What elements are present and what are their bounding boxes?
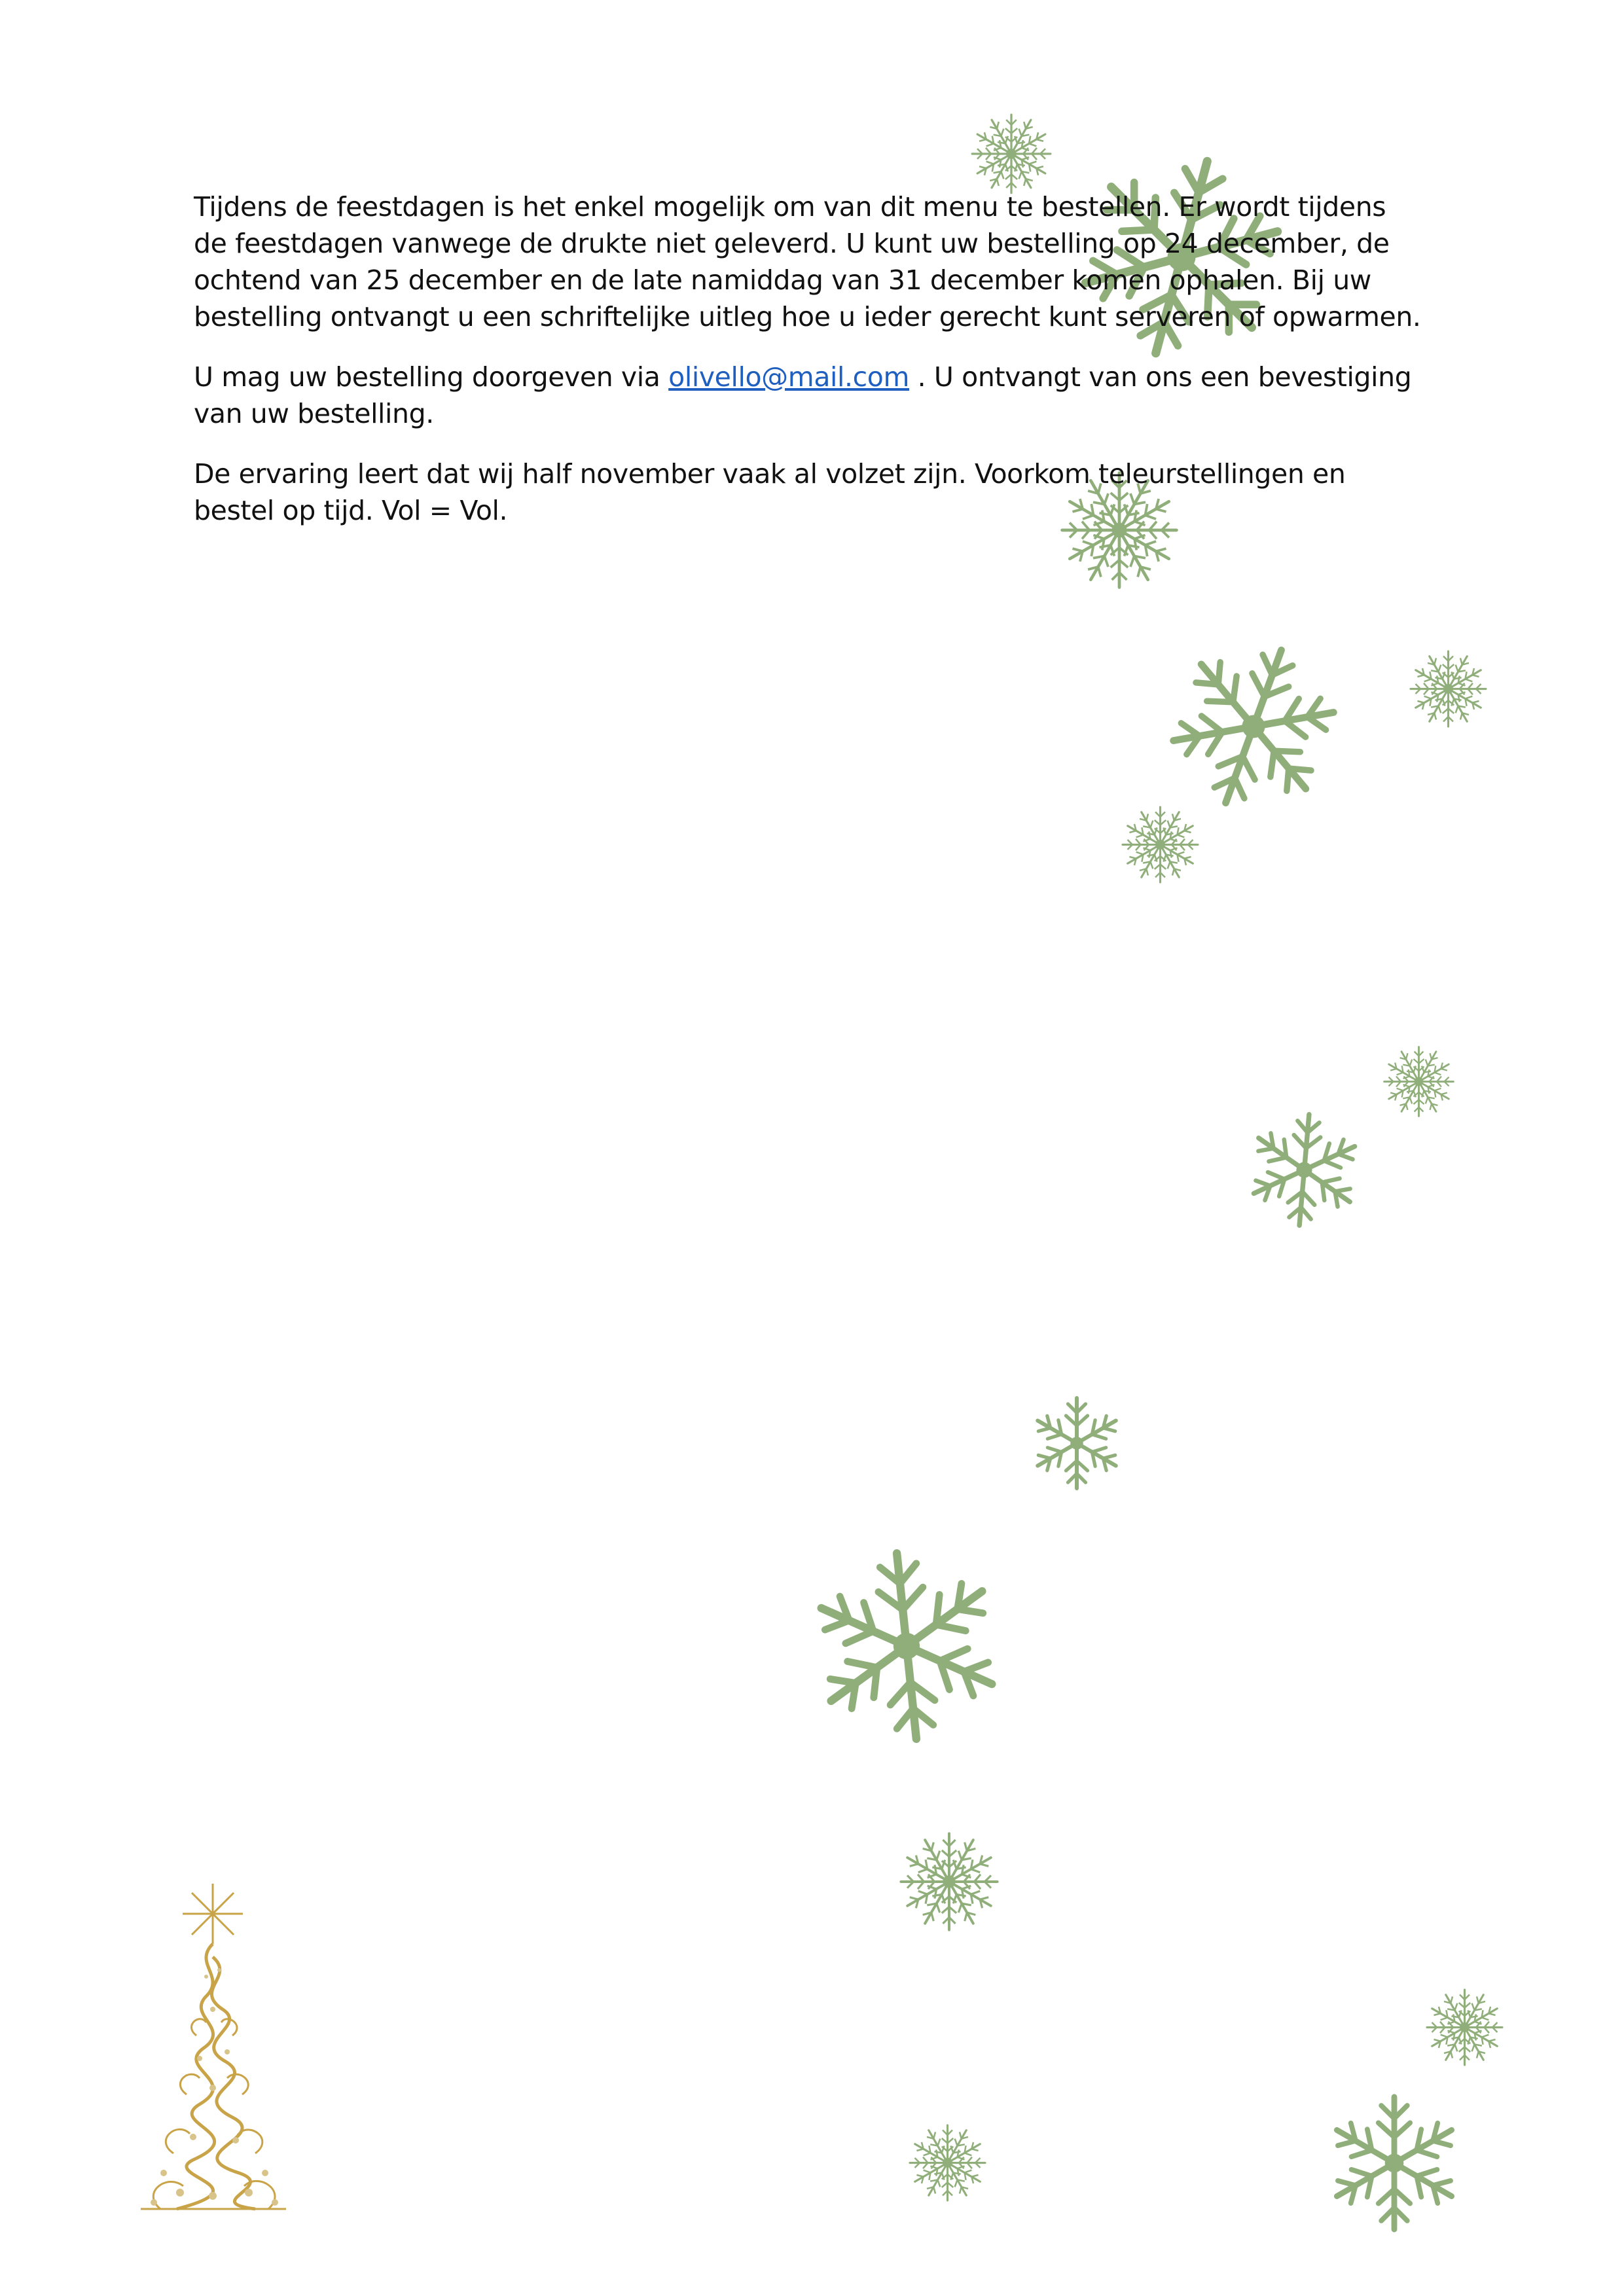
order-text-before: U mag uw bestelling doorgeven via bbox=[194, 361, 669, 393]
snowflake-icon bbox=[1407, 648, 1489, 730]
paragraph-pickup-info: Tijdens de feestdagen is het enkel mogelijk om van dit menu te bestellen. Er wordt tijdens de feestdagen vanwege de drukte niet geleverd. U kunt uw bestelling op 24 december, de ochtend van 25 december en de late namiddag van 31 december komen ophalen. Bij uw bestelling ontvangt u een schriftelijke uitleg hoe u ieder gerecht kunt serveren of opwarmen. bbox=[194, 191, 1421, 332]
email-link[interactable]: olivello@mail.com bbox=[668, 361, 910, 393]
christmas-tree-icon bbox=[115, 1878, 311, 2219]
snowflake-icon bbox=[1028, 1394, 1126, 1492]
paragraph-order-info bbox=[194, 359, 1424, 432]
snowflake-icon bbox=[1119, 804, 1201, 886]
snowflake-icon bbox=[1381, 1044, 1456, 1119]
snowflake-icon bbox=[1165, 638, 1342, 815]
page-body bbox=[194, 188, 1424, 552]
paragraph-booking-warning: De ervaring leert dat wij half november vaak al volzet zijn. Voorkom teleurstellingen en bestel op tijd. Vol = Vol. bbox=[194, 458, 1346, 526]
snowflake-icon bbox=[897, 1829, 1001, 1934]
snowflake-icon bbox=[1424, 1986, 1506, 2068]
snowflake-icon bbox=[907, 2122, 988, 2204]
snowflake-icon bbox=[805, 1545, 1008, 1748]
snowflake-icon bbox=[969, 111, 1054, 196]
order-text-after: . U ontvangt van ons een bevestiging van uw bestelling. bbox=[194, 361, 1412, 429]
snowflake-icon bbox=[1322, 2091, 1466, 2235]
snowflake-icon bbox=[1244, 1109, 1365, 1230]
